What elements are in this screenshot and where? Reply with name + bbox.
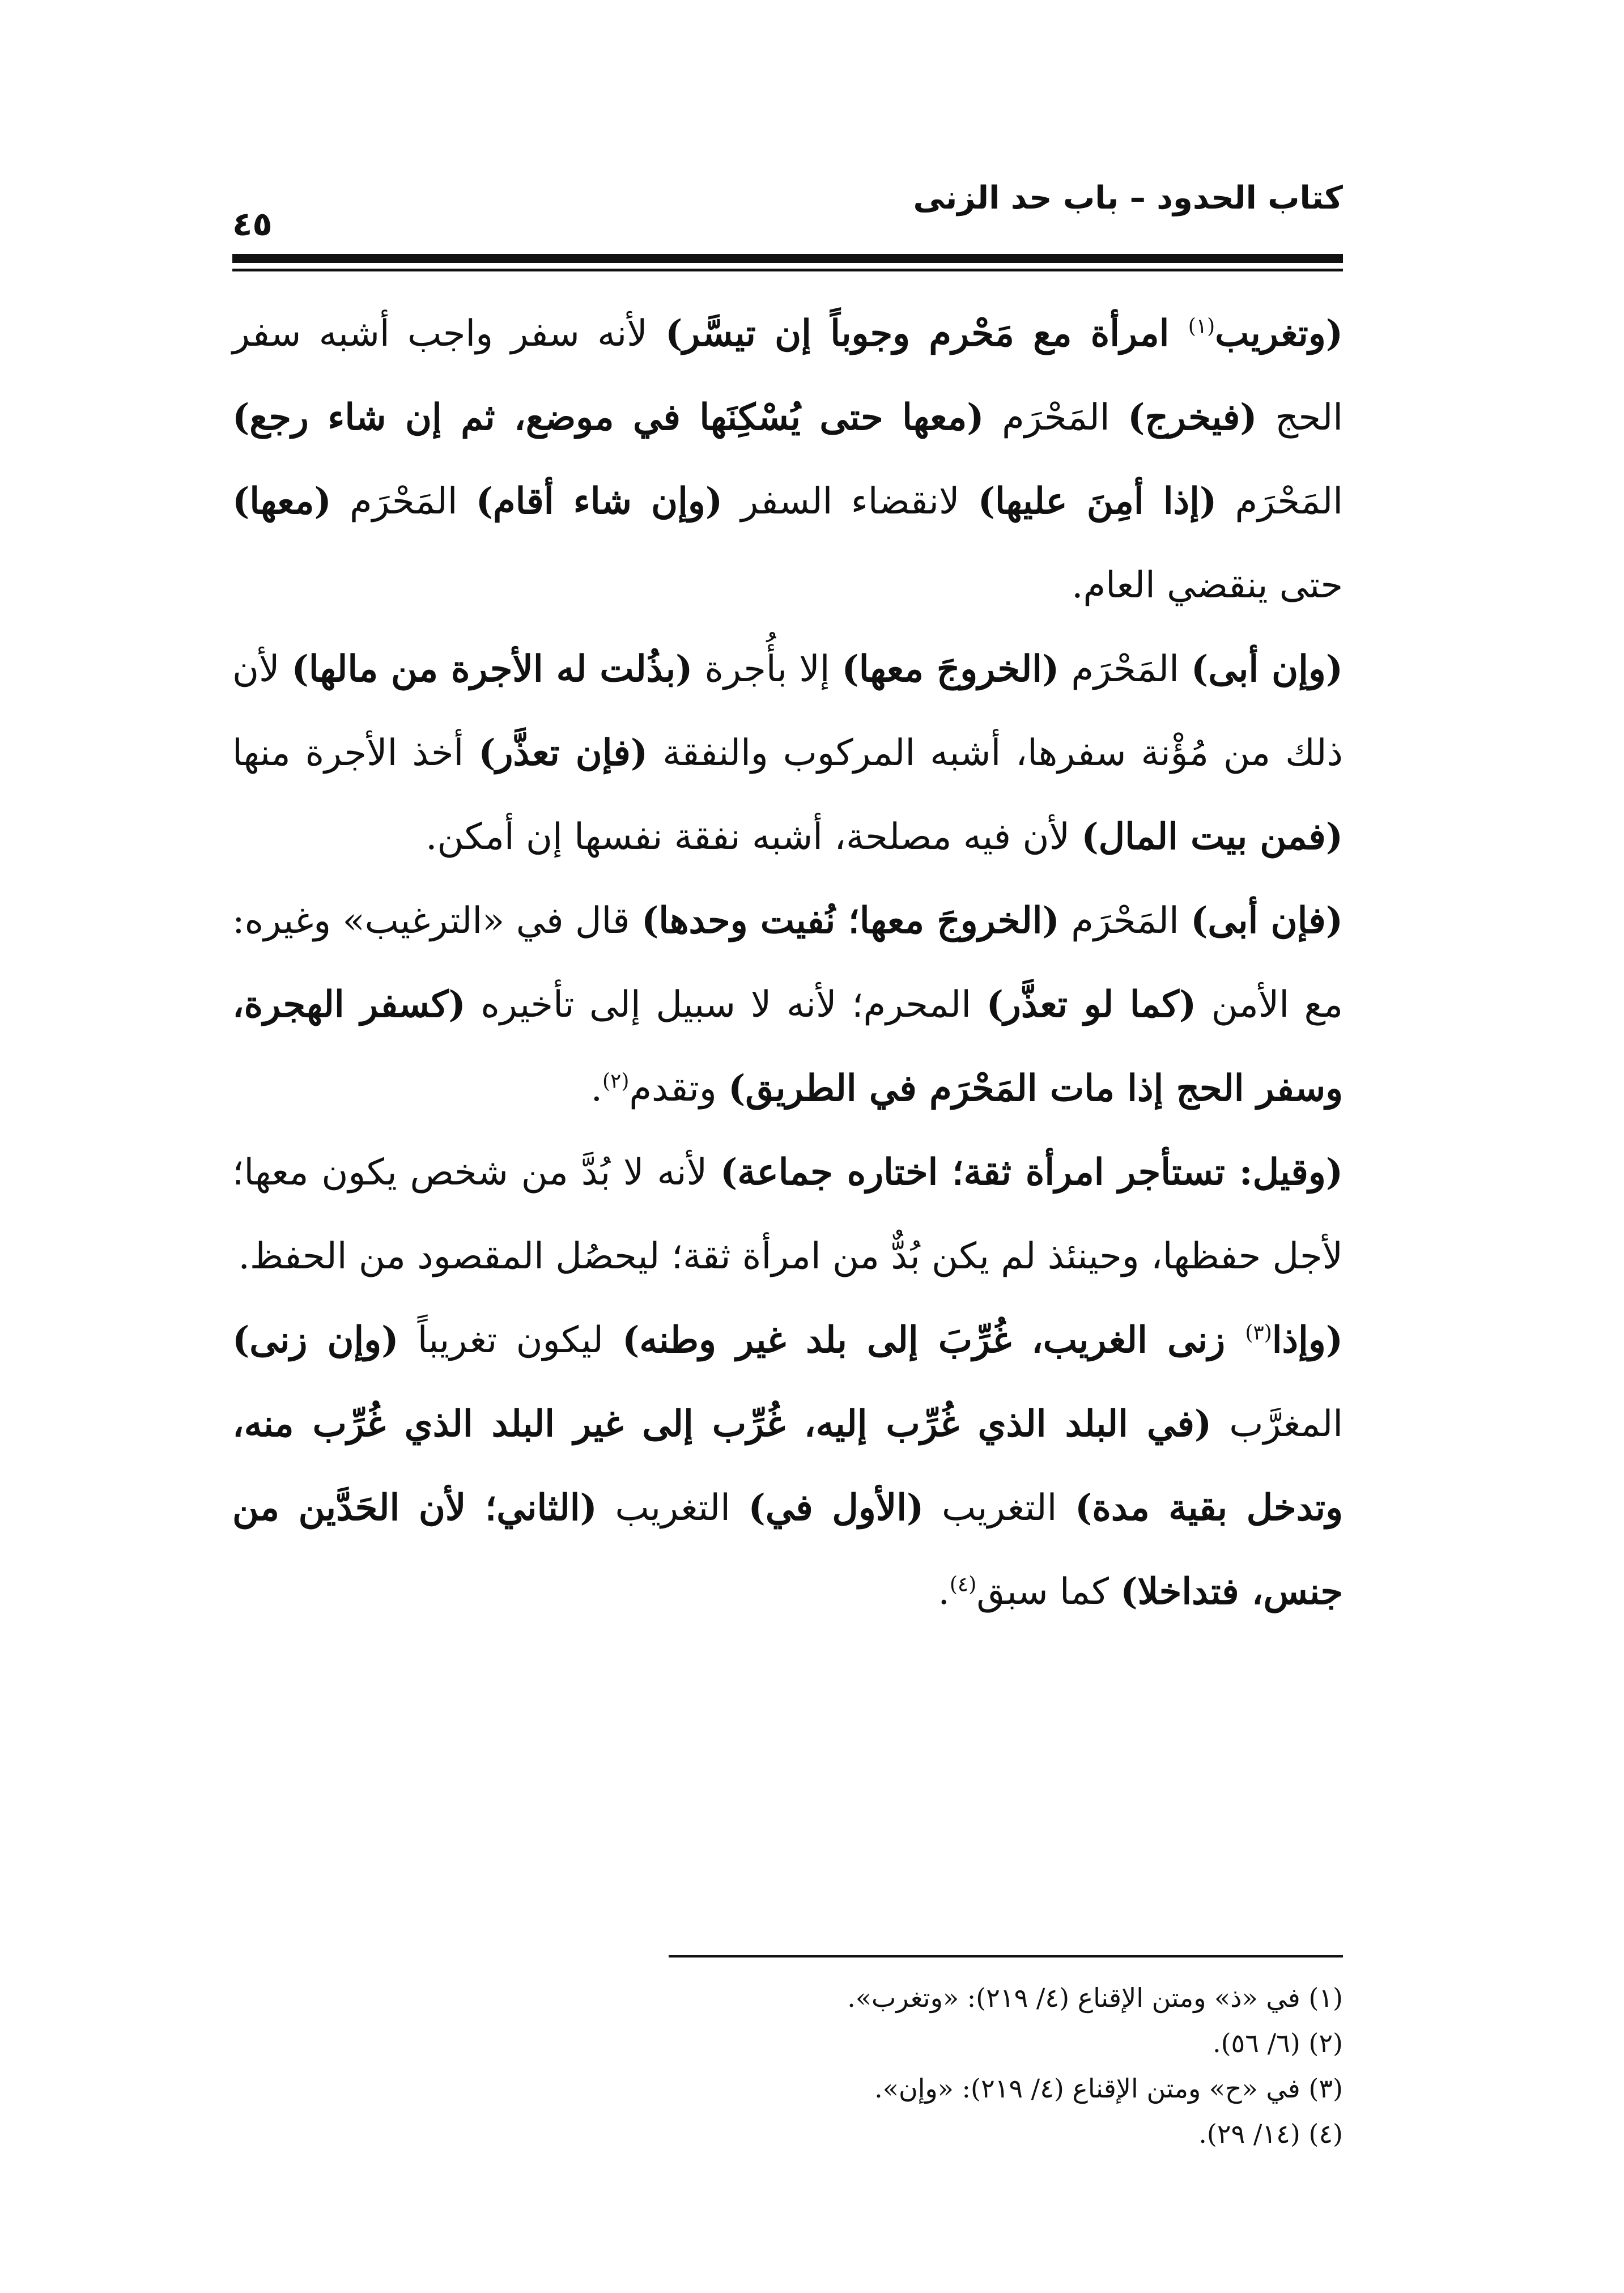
- matn-text: (وتغريب: [1215, 312, 1344, 355]
- sharh-text: لأن ذلك من مُؤْنة سفرها، أشبه المركوب والنفقة: [232, 648, 1344, 774]
- sharh-text: لأنه لا بُدَّ من شخص يكون معها؛ لأجل حفظها، وحينئذ لم يكن بُدٌّ من امرأة ثقة؛ ليحصُل المقصود من الحفظ.: [232, 1152, 1343, 1277]
- matn-text: (معها حتى يُسْكِنَها في موضع، ثم إن شاء رجع): [232, 396, 984, 439]
- running-title: كتاب الحدود – باب حد الزنى: [913, 180, 1343, 216]
- sharh-text: المحرم؛ لأنه لا سبيل إلى تأخيره: [465, 984, 987, 1026]
- matn-text: (وإن أبى): [1191, 648, 1344, 690]
- matn-text: زنى الغريب، غُرِّبَ إلى بلد غير وطنه): [622, 1319, 1245, 1361]
- sharh-text: كما سبق: [976, 1571, 1121, 1613]
- sharh-text: أخذ الأجرة منها: [232, 732, 479, 774]
- book-page: [232, 170, 1344, 2149]
- sharh-text: .: [938, 1571, 950, 1613]
- matn-text: امرأة مع مَحْرم وجوباً إن تيسَّر): [665, 312, 1188, 355]
- footnote-marker: (٤): [949, 1573, 977, 1596]
- matn-text: (الخروجَ معها؛ نُفيت وحدها): [641, 899, 1060, 942]
- matn-text: (معها): [232, 480, 331, 523]
- matn-text: (وإن شاء أقام): [475, 480, 723, 523]
- sharh-text: لأنه سفر واجب أشبه سفر الحج: [232, 313, 1344, 439]
- matn-text: (فإن تعذَّر): [478, 732, 648, 774]
- sharh-text: المَحْرَم: [1059, 900, 1191, 942]
- paragraph: [232, 627, 1343, 879]
- footnote-marker: (١): [1188, 315, 1215, 338]
- matn-text: (وإن زنى): [232, 1319, 399, 1361]
- footnote-marker: (٢): [602, 1069, 630, 1093]
- sharh-text: المَحْرَم: [331, 481, 476, 523]
- sharh-text: .: [590, 1068, 602, 1110]
- paragraph: [232, 292, 1343, 627]
- matn-text: (وإذا: [1272, 1319, 1344, 1361]
- matn-text: (كما لو تعذَّر): [986, 983, 1197, 1026]
- matn-text: (فإن أبى): [1191, 899, 1344, 942]
- matn-text: (الثاني؛ لأن الحَدَّين من جنس، فتداخلا): [232, 1487, 1343, 1613]
- header-rule-thin: [232, 269, 1343, 271]
- sharh-text: إلا بأُجرة: [692, 648, 842, 690]
- paragraph: [232, 879, 1343, 1131]
- page-number: ٤٥: [232, 205, 273, 243]
- sharh-text: ليكون تغريباً: [398, 1319, 623, 1361]
- matn-text: (بذُلت له الأجرة من مالها): [291, 648, 693, 690]
- matn-text: (الخروجَ معها): [841, 648, 1060, 690]
- sharh-text: المَحْرَم: [1059, 648, 1191, 690]
- matn-text: (في البلد الذي غُرِّب إليه، غُرِّب إلى غير البلد الذي غُرِّب منه، وتدخل بقية مدة): [232, 1403, 1344, 1529]
- sharh-text: وتقدم: [629, 1068, 729, 1110]
- sharh-text: المغرَّب: [1211, 1403, 1343, 1445]
- matn-text: (فمن بيت المال): [1081, 816, 1343, 858]
- sharh-text: التغريب: [924, 1487, 1075, 1529]
- page-header: [232, 170, 1343, 244]
- sharh-text: المَحْرَم: [984, 397, 1128, 439]
- sharh-text: قال في «الترغيب» وغيره: مع الأمن: [232, 900, 1344, 1026]
- sharh-text: لأن فيه مصلحة، أشبه نفقة نفسها إن أمكن.: [426, 816, 1082, 858]
- header-rule-thick: [232, 254, 1343, 263]
- footnote-separator: [669, 1955, 1343, 1957]
- matn-text: (كسفر الهجرة، وسفر الحج إذا مات المَحْرَم في الطريق): [232, 983, 1343, 1110]
- footnote: (٣) في «ح» ومتن الإقناع (٤/ ٢١٩): «وإن».: [874, 2073, 1343, 2104]
- sharh-text: لانقضاء السفر: [722, 481, 978, 523]
- matn-text: (فيخرج): [1128, 396, 1257, 439]
- footnote: (٤) (١٤/ ٢٩).: [1198, 2118, 1343, 2149]
- footnotes: [232, 1975, 1343, 2156]
- paragraph: [232, 1298, 1343, 1634]
- footnote: (١) في «ذ» ومتن الإقناع (٤/ ٢١٩): «وتغرب».: [847, 1982, 1343, 2013]
- sharh-text: حتى ينقضي العام.: [1072, 564, 1343, 606]
- matn-text: (الأول في): [748, 1487, 924, 1529]
- footnote: (٢) (٦/ ٥٦).: [1212, 2028, 1343, 2058]
- sharh-text: التغريب: [597, 1487, 749, 1529]
- matn-text: (إذا أمِنَ عليها): [977, 480, 1217, 523]
- sharh-text: المَحْرَم: [1217, 481, 1344, 523]
- paragraph: [232, 1131, 1343, 1298]
- matn-text: (وقيل: تستأجر امرأة ثقة؛ اختاره جماعة): [720, 1151, 1344, 1194]
- footnote-marker: (٣): [1245, 1321, 1272, 1345]
- main-text: [232, 292, 1343, 1634]
